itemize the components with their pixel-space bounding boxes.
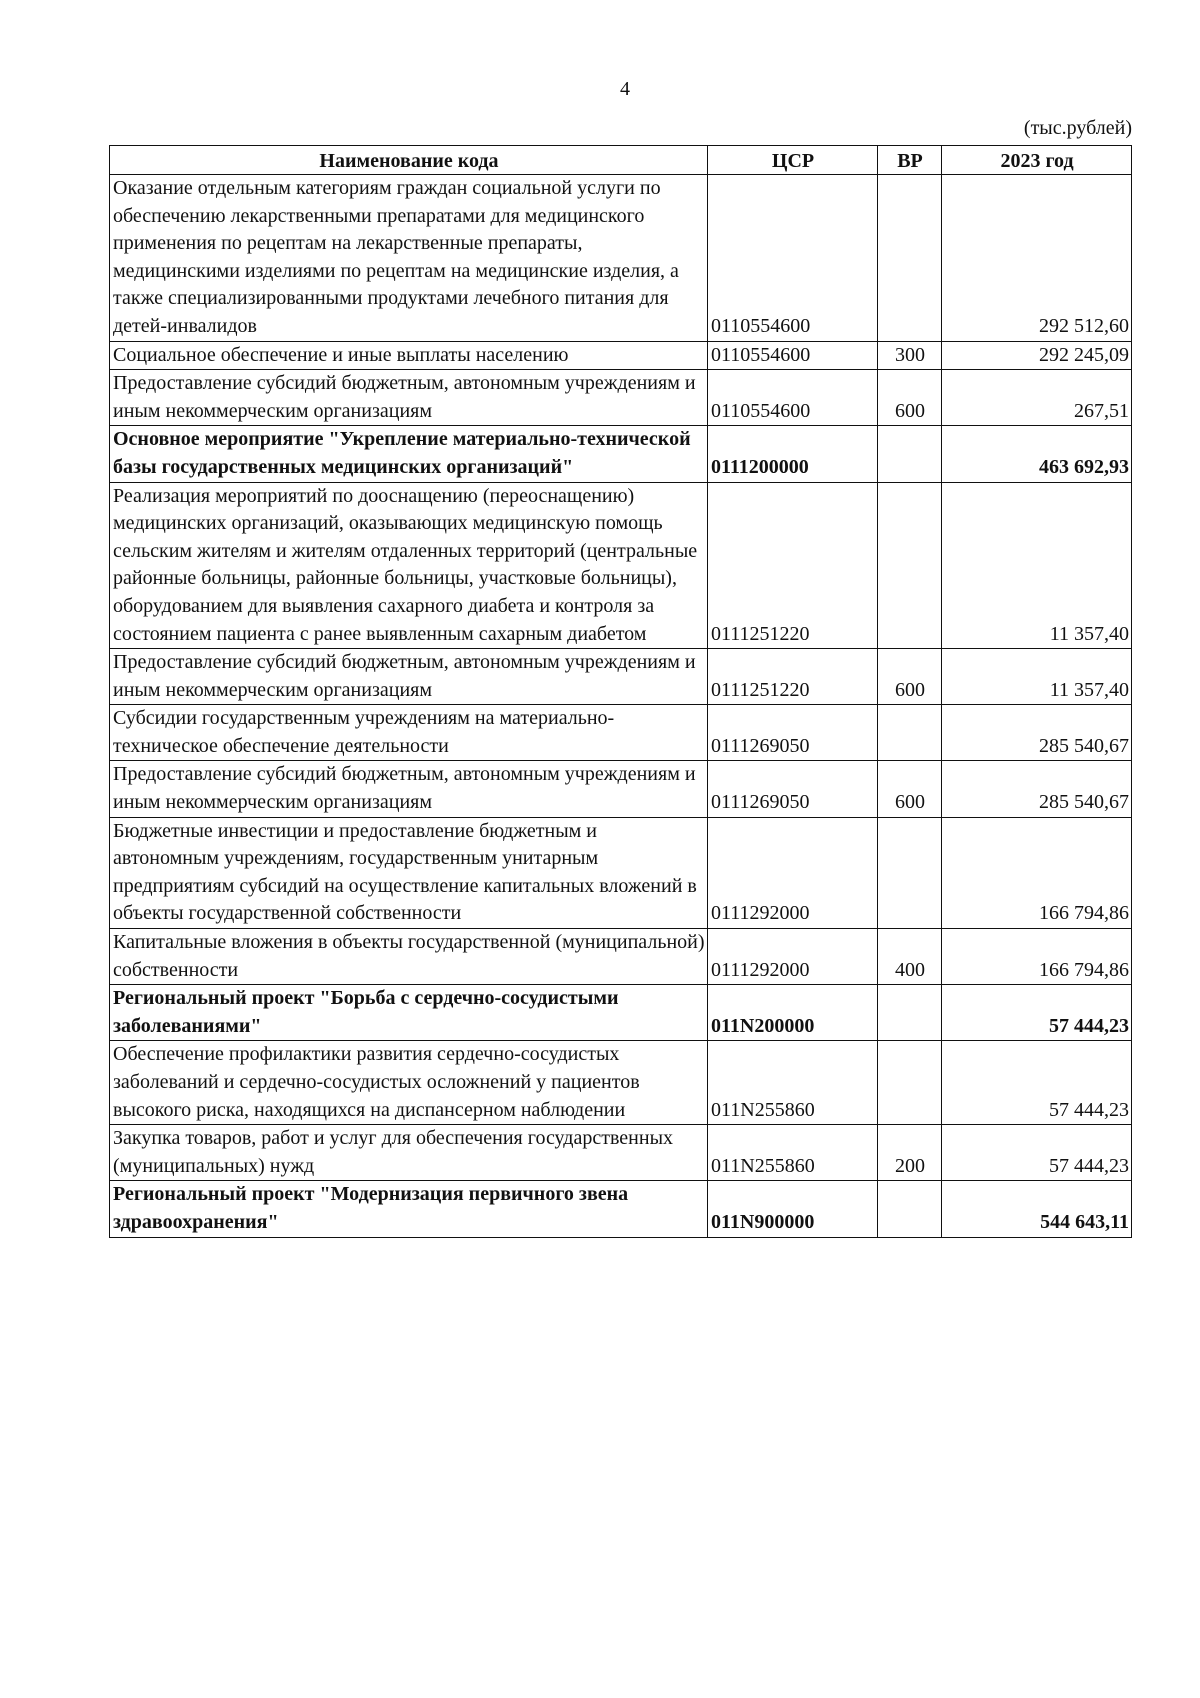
row-sum: 11 357,40 <box>942 482 1132 649</box>
row-csr: 011N255860 <box>708 1041 878 1125</box>
row-vr <box>878 1181 942 1237</box>
row-name: Реализация мероприятий по дооснащению (переоснащению) медицинских организаций, оказывающих медицинскую помощь сельским жителям и жителям отдаленных территорий (центральные районные больницы, районные больницы, участковые больницы), оборудованием для выявления сахарного диабета и контроля за состоянием пациента с ранее выявленным сахарным диабетом <box>110 482 708 649</box>
header-name: Наименование кода <box>110 146 708 175</box>
row-name: Обеспечение профилактики развития сердечно-сосудистых заболеваний и сердечно-сосудистых осложнений у пациентов высокого риска, находящихся на диспансерном наблюдении <box>110 1041 708 1125</box>
row-name: Капитальные вложения в объекты государственной (муниципальной) собственности <box>110 929 708 985</box>
row-sum: 292 245,09 <box>942 341 1132 370</box>
table-row <box>110 985 1132 1041</box>
row-vr <box>878 985 942 1041</box>
row-vr: 600 <box>878 649 942 705</box>
row-csr: 011N200000 <box>708 985 878 1041</box>
header-vr: ВР <box>878 146 942 175</box>
row-name: Предоставление субсидий бюджетным, автономным учреждениям и иным некоммерческим организациям <box>110 761 708 817</box>
row-vr: 600 <box>878 761 942 817</box>
row-vr: 300 <box>878 341 942 370</box>
header-csr: ЦСР <box>708 146 878 175</box>
row-sum: 57 444,23 <box>942 1041 1132 1125</box>
row-csr: 0111251220 <box>708 649 878 705</box>
row-name: Бюджетные инвестиции и предоставление бюджетным и автономным учреждениям, государственным унитарным предприятиям субсидий на осуществление капитальных вложений в объекты государственной собственности <box>110 817 708 928</box>
row-vr: 200 <box>878 1125 942 1181</box>
row-name: Региональный проект "Модернизация первичного звена здравоохранения" <box>110 1181 708 1237</box>
table-row <box>110 705 1132 761</box>
table-row <box>110 929 1132 985</box>
row-vr: 600 <box>878 370 942 426</box>
row-sum: 544 643,11 <box>942 1181 1132 1237</box>
row-sum: 57 444,23 <box>942 985 1132 1041</box>
row-vr <box>878 175 942 342</box>
row-name: Социальное обеспечение и иные выплаты населению <box>110 341 708 370</box>
row-name: Предоставление субсидий бюджетным, автономным учреждениям и иным некоммерческим организациям <box>110 649 708 705</box>
row-csr: 0110554600 <box>708 370 878 426</box>
row-csr: 0111292000 <box>708 929 878 985</box>
table-row <box>110 1181 1132 1237</box>
row-sum: 57 444,23 <box>942 1125 1132 1181</box>
units-note: (тыс.рублей) <box>1023 117 1132 139</box>
row-name: Закупка товаров, работ и услуг для обеспечения государственных (муниципальных) нужд <box>110 1125 708 1181</box>
header-year: 2023 год <box>942 146 1132 175</box>
row-csr: 0111269050 <box>708 705 878 761</box>
row-sum: 166 794,86 <box>942 817 1132 928</box>
row-vr: 400 <box>878 929 942 985</box>
row-vr <box>878 426 942 482</box>
page-number: 4 <box>620 78 630 100</box>
row-sum: 166 794,86 <box>942 929 1132 985</box>
row-sum: 285 540,67 <box>942 761 1132 817</box>
row-csr: 0111251220 <box>708 482 878 649</box>
row-csr: 0111269050 <box>708 761 878 817</box>
row-sum: 11 357,40 <box>942 649 1132 705</box>
row-vr <box>878 1041 942 1125</box>
row-csr: 0111200000 <box>708 426 878 482</box>
row-csr: 011N900000 <box>708 1181 878 1237</box>
row-name: Оказание отдельным категориям граждан социальной услуги по обеспечению лекарственными препаратами для медицинского применения по рецептам на лекарственные препараты, медицинскими изделиями по рецептам на медицинские изделия, а также специализированными продуктами лечебного питания для детей-инвалидов <box>110 175 708 342</box>
row-vr <box>878 817 942 928</box>
row-csr: 0110554600 <box>708 175 878 342</box>
table-header-row <box>110 146 1132 175</box>
table-row <box>110 649 1132 705</box>
row-sum: 292 512,60 <box>942 175 1132 342</box>
row-vr <box>878 705 942 761</box>
table-row <box>110 175 1132 342</box>
table-row <box>110 1125 1132 1181</box>
row-sum: 267,51 <box>942 370 1132 426</box>
budget-table <box>109 145 1132 1238</box>
table-row <box>110 1041 1132 1125</box>
row-sum: 285 540,67 <box>942 705 1132 761</box>
table-row <box>110 817 1132 928</box>
table-row <box>110 341 1132 370</box>
table-row <box>110 482 1132 649</box>
row-sum: 463 692,93 <box>942 426 1132 482</box>
table-row <box>110 370 1132 426</box>
row-vr <box>878 482 942 649</box>
row-csr: 0110554600 <box>708 341 878 370</box>
row-csr: 011N255860 <box>708 1125 878 1181</box>
table-row <box>110 426 1132 482</box>
table-row <box>110 761 1132 817</box>
row-csr: 0111292000 <box>708 817 878 928</box>
row-name: Предоставление субсидий бюджетным, автономным учреждениям и иным некоммерческим организациям <box>110 370 708 426</box>
row-name: Основное мероприятие "Укрепление материально-технической базы государственных медицинских организаций" <box>110 426 708 482</box>
row-name: Региональный проект "Борьба с сердечно-сосудистыми заболеваниями" <box>110 985 708 1041</box>
row-name: Субсидии государственным учреждениям на материально-техническое обеспечение деятельности <box>110 705 708 761</box>
